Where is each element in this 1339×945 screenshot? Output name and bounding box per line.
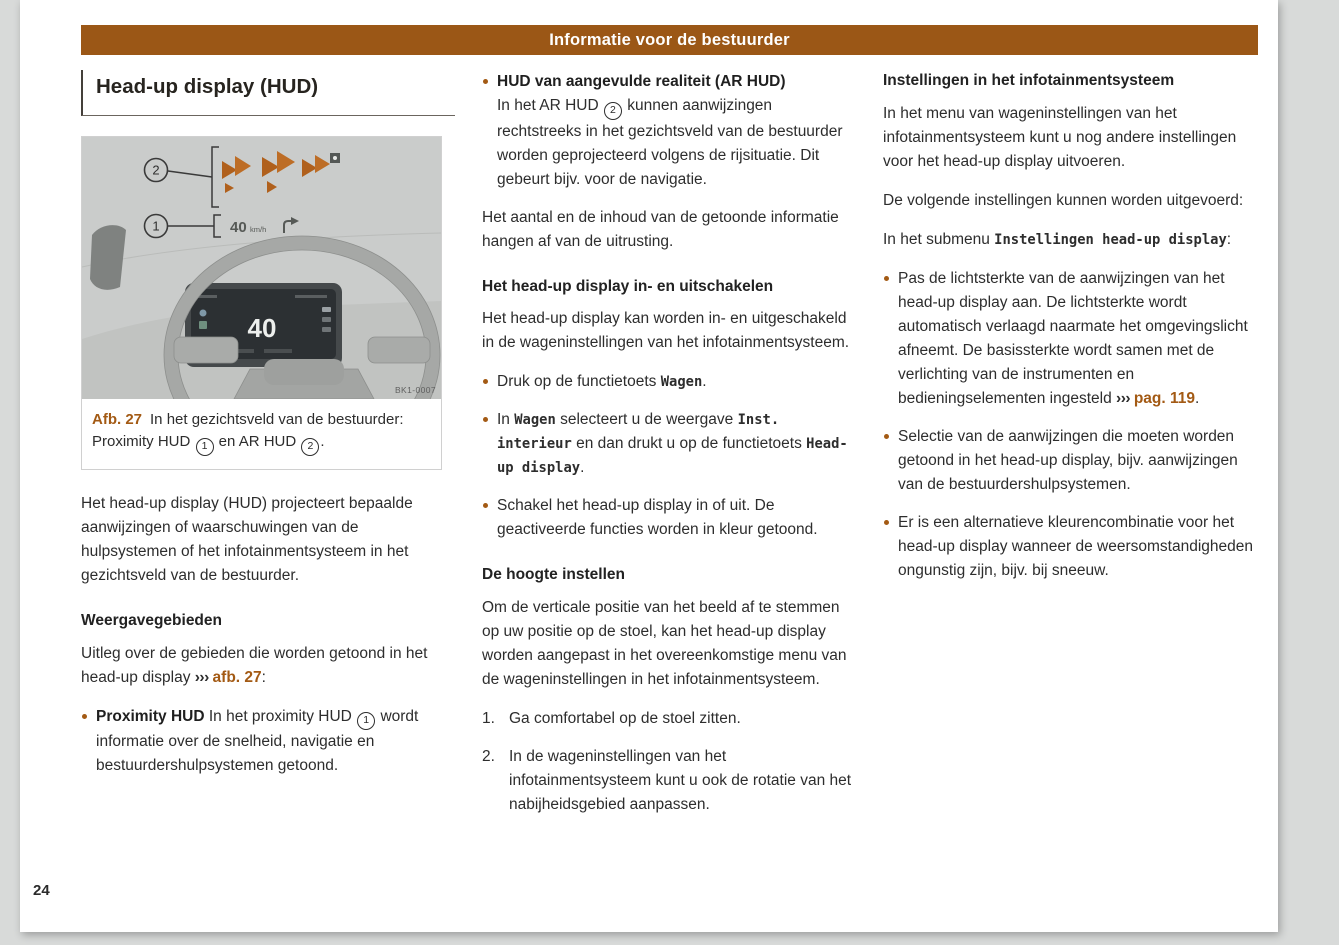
toggle-heading: Het head-up display in- en uitschakelen	[482, 277, 774, 295]
bullet-ar-hud	[482, 70, 856, 192]
text-segment: :	[1226, 230, 1232, 248]
hud-illustration	[82, 137, 441, 399]
step-text: In de wageninstellingen van het infotainmentsysteem kunt u ook de rotatie van het nabijheidsgebied aanpassen.	[509, 748, 852, 814]
hud-speed-unit: km/h	[250, 224, 267, 234]
page-number: 24	[33, 882, 50, 899]
text-segment: kunnen aanwijzingen rechtstreeks in het gezichtsveld van de bestuurder worden geprojecteerd volgens de rijsituatie. Dit gebeurt bijv. voor de navigatie.	[497, 97, 843, 188]
cross-reference-link[interactable]: afb. 27	[212, 668, 262, 686]
bullet-text	[497, 408, 856, 480]
bullet-proximity-hud	[81, 705, 455, 779]
bullet-marker	[884, 520, 889, 525]
bullet-toggle-hud	[482, 494, 856, 542]
height-intro-paragraph: Om de verticale positie van het beeld af te stemmen op uw positie op de stoel, kan het head-up display worden aangepast in het overeenkomstige menu van de wageninstellingen in het infotainmentsysteem.	[482, 599, 847, 689]
callout-number: 2	[604, 102, 622, 120]
text-segment: .	[580, 459, 585, 477]
text-segment: Wagen	[660, 374, 703, 391]
figure-callout-2-label: 2	[152, 162, 160, 178]
bullet-text	[898, 511, 1257, 583]
text-segment: Er is een alternatieve kleurencombinatie voor het head-up display wanneer de weersomstandigheden ongunstig zijn, bijv. bij sneeuw.	[898, 513, 1254, 579]
bullet-marker	[884, 434, 889, 439]
text-segment: Schakel het head-up display in of uit. De geactiveerde functies worden in kleur getoond.	[497, 497, 818, 539]
text-segment: en dan drukt u op de functietoets	[571, 435, 807, 453]
settings-heading: Instellingen in het infotainmentsysteem	[883, 72, 1175, 89]
text-segment: Inst. interieur	[497, 412, 780, 453]
middle-column	[482, 70, 856, 831]
text-segment: In het AR HUD	[497, 97, 603, 115]
info-note-paragraph: Het aantal en de inhoud van de getoonde informatie hangen af van de uitrusting.	[482, 208, 839, 250]
text-segment: Pas de lichtsterkte van de aanwijzingen van het head-up display aan. De lichtsterkte wordt automatisch verlaagd naarmate het omgevingslicht afneemt. De basissterkte wordt samen met de verlichting van de instrumenten en bedieningselementen ingesteld	[898, 269, 1248, 407]
bullet-text	[497, 494, 856, 542]
text-segment: .	[320, 433, 325, 451]
callout-number: 1	[196, 438, 214, 456]
text-segment: Afb. 27	[92, 410, 143, 428]
bullet-text	[497, 70, 856, 192]
text-segment: .	[1195, 389, 1200, 407]
cluster-speed-value: 40	[247, 312, 277, 343]
text-segment: In het proximity HUD	[208, 707, 357, 725]
text-segment: :	[261, 668, 266, 686]
bullet-marker	[483, 417, 488, 422]
submenu-paragraph	[883, 228, 1257, 252]
bullet-marker	[82, 714, 87, 719]
numbered-step-2	[482, 745, 856, 817]
text-segment: Proximity HUD	[96, 707, 209, 725]
bullet-marker	[884, 276, 889, 281]
bullet-text	[898, 267, 1257, 411]
chapter-title: Informatie voor de bestuurder	[549, 30, 790, 49]
figure-27	[81, 136, 442, 470]
figure-code: BK1-0007	[394, 384, 436, 395]
section-title: Head-up display (HUD)	[81, 70, 455, 116]
text-segment: Uitleg over de gebieden die worden getoond in het head-up display	[81, 644, 428, 686]
text-segment: Druk op de functietoets	[497, 373, 661, 391]
text-segment: Selectie van de aanwijzingen die moeten worden getoond in het head-up display, bijv. aanwijzingen van de bestuurdershulpsystemen.	[898, 427, 1238, 493]
bullet-color-scheme	[883, 511, 1257, 583]
text-segment: In	[497, 411, 515, 429]
bullet-text	[96, 705, 455, 779]
bullet-select-interior	[482, 408, 856, 480]
bullet-press-wagen	[482, 370, 856, 394]
callout-number: 1	[357, 712, 375, 730]
text-segment: ›››	[1116, 389, 1134, 407]
text-segment: Instellingen head-up display	[994, 231, 1227, 248]
text-segment: selecteert u de weergave	[555, 411, 738, 429]
text-segment: .	[702, 373, 707, 391]
bullet-marker	[483, 379, 488, 384]
figure-callout-1-label: 1	[152, 218, 160, 234]
text-segment: wordt informatie over de snelheid, navigatie en bestuurdershulpsystemen getoond.	[96, 707, 419, 775]
cross-reference-link[interactable]: pag. 119	[1133, 389, 1196, 407]
hud-speed-value: 40	[230, 218, 247, 236]
text-segment: en AR HUD	[214, 433, 301, 451]
text-segment: In het submenu	[883, 230, 995, 248]
areas-intro-paragraph	[81, 642, 455, 690]
areas-heading: Weergavegebieden	[81, 611, 222, 629]
bullet-brightness	[883, 267, 1257, 411]
height-heading: De hoogte instellen	[482, 566, 625, 584]
text-segment: In het gezichtsveld van de bestuurder: Proximity HUD	[92, 410, 404, 451]
manual-page	[20, 0, 1278, 932]
left-column	[81, 70, 455, 792]
bullet-marker	[483, 503, 488, 508]
destination-marker-icon	[330, 153, 340, 163]
intro-paragraph: Het head-up display (HUD) projecteert bepaalde aanwijzingen of waarschuwingen van de hulpsystemen of het infotainmentsysteem in het gezichtsveld van de bestuurder.	[81, 494, 413, 584]
text-segment: HUD van aangevulde realiteit (AR HUD)	[497, 73, 786, 90]
bullet-text	[898, 425, 1257, 497]
text-segment: Head-up display	[497, 436, 848, 477]
toggle-intro-paragraph: Het head-up display kan worden in- en uitgeschakeld in de wageninstellingen van het infotainmentsysteem.	[482, 310, 850, 352]
text-segment: Wagen	[514, 412, 556, 429]
bullet-selection	[883, 425, 1257, 497]
right-column	[883, 70, 1257, 597]
numbered-step-1	[482, 707, 856, 731]
door-mirror	[90, 225, 126, 290]
chapter-header-bar	[81, 25, 1258, 55]
text-segment: ›››	[194, 668, 213, 686]
bullet-text	[497, 370, 856, 394]
figure-caption	[82, 399, 441, 469]
callout-number: 2	[301, 438, 319, 456]
step-text: Ga comfortabel op de stoel zitten.	[509, 710, 741, 728]
settings-list-lead: De volgende instellingen kunnen worden uitgevoerd:	[883, 191, 1244, 209]
step-number: 1.	[482, 710, 495, 728]
settings-intro-paragraph: In het menu van wageninstellingen van het infotainmentsysteem kunt u nog andere instellingen voor het head-up display uitvoeren.	[883, 104, 1237, 170]
bullet-marker	[483, 79, 488, 84]
step-number: 2.	[482, 748, 495, 766]
